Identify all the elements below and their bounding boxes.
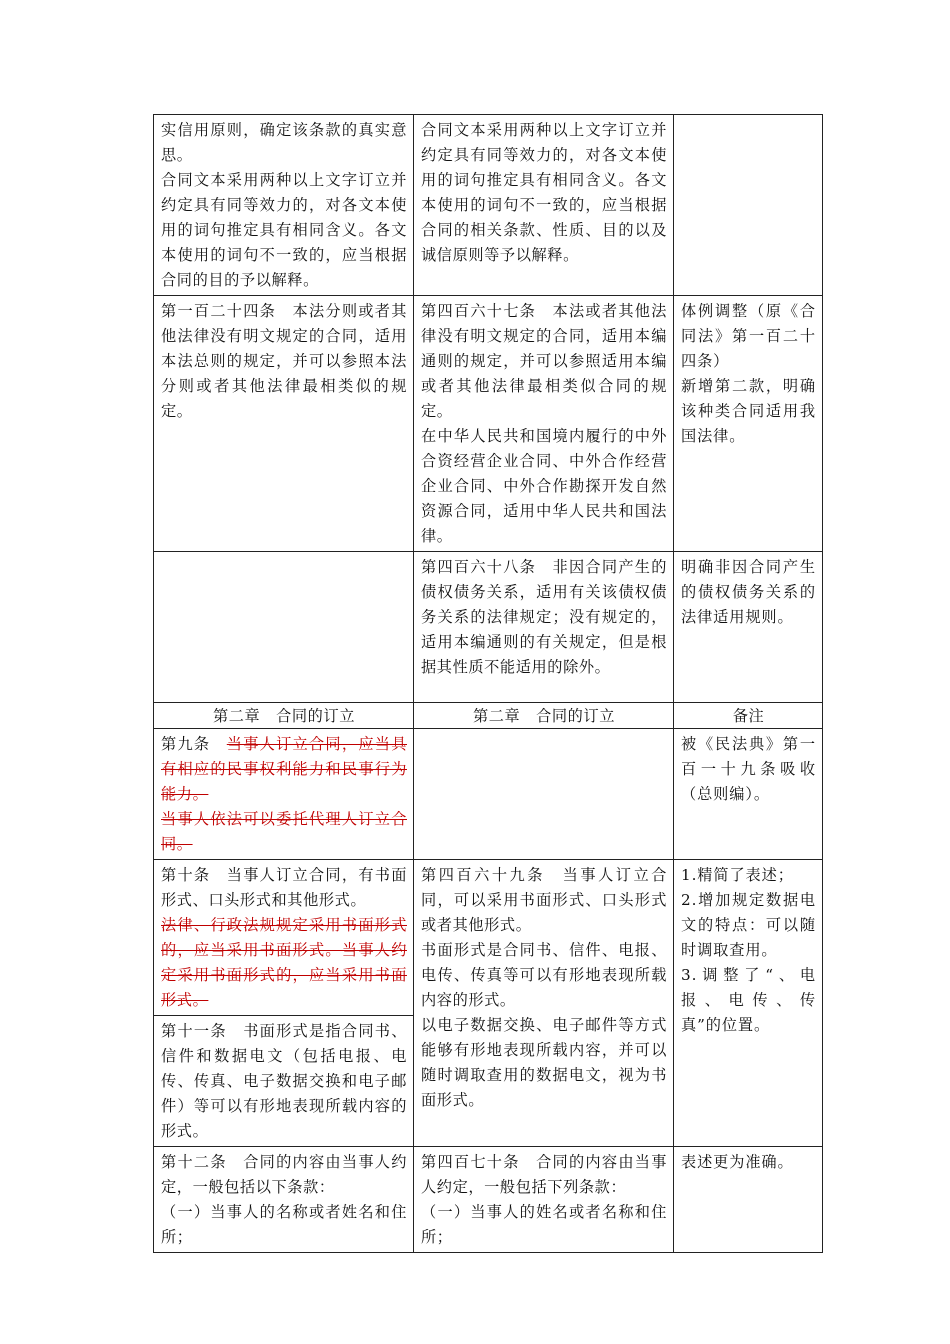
paragraph: 第一百二十四条 本法分则或者其他法律没有明文规定的合同，适用本法总则的规定，并可以参照本法分则或者其他法律最相类似的规定。 — [161, 302, 407, 420]
table-row — [154, 115, 823, 296]
paragraph: 第四百六十七条 本法或者其他法律没有明文规定的合同，适用本编通则的规定，并可以参照适用本编或者其他法律最相类似合同的规定。 — [421, 302, 667, 420]
new-text-cell — [414, 860, 674, 1147]
paragraph: 第四百六十八条 非因合同产生的债权债务关系，适用有关该债权债务关系的法律规定；没有规定的，适用本编通则的有关规定，但是根据其性质不能适用的除外。 — [421, 558, 667, 676]
paragraph: 第四百七十条 合同的内容由当事人约定，一般包括下列条款： — [421, 1153, 667, 1196]
new-text-cell — [414, 296, 674, 552]
note-cell — [674, 296, 823, 552]
table-row — [154, 1147, 823, 1253]
paragraph: 第四百六十九条 当事人订立合同，可以采用书面形式、口头形式或者其他形式。 — [421, 866, 667, 934]
paragraph: 合同文本采用两种以上文字订立并约定具有同等效力的，对各文本使用的词句推定具有相同含义。各文本使用的词句不一致的，应当根据合同的相关条款、性质、目的以及诚信原则等予以解释。 — [421, 121, 667, 264]
old-text-cell — [154, 552, 414, 703]
new-text-cell — [414, 552, 674, 703]
paragraph: 被《民法典》第一百一十九条吸收（总则编）。 — [681, 735, 816, 803]
paragraph: 实信用原则，确定该条款的真实意思。 — [161, 121, 407, 164]
paragraph: 2.增加规定数据电文的特点：可以随时调取查用。 — [681, 891, 816, 959]
deleted-text: 当事人订立合同，应当具有相应的民事权利能力和民事行为能力。 — [161, 735, 407, 803]
note-cell — [674, 860, 823, 1147]
table-row — [154, 296, 823, 552]
table-row — [154, 552, 823, 703]
paragraph: 第十条 当事人订立合同，有书面形式、口头形式和其他形式。 — [161, 866, 407, 909]
table-row — [154, 860, 823, 1016]
paragraph: 第十二条 合同的内容由当事人约定，一般包括以下条款： — [161, 1153, 407, 1196]
chapter-title-old: 第二章 合同的订立 — [154, 703, 414, 729]
new-text-cell — [414, 1147, 674, 1253]
old-text-cell — [154, 729, 414, 860]
chapter-title-new: 第二章 合同的订立 — [414, 703, 674, 729]
new-text-cell — [414, 115, 674, 296]
paragraph: 明确非因合同产生的债权债务关系的法律适用规则。 — [681, 558, 816, 626]
note-cell — [674, 1147, 823, 1253]
comparison-table — [153, 114, 823, 1253]
old-text-cell — [154, 296, 414, 552]
deleted-text: 当事人依法可以委托代理人订立合同。 — [161, 810, 407, 853]
paragraph: 第十一条 书面形式是指合同书、信件和数据电文（包括电报、电传、传真、电子数据交换和电子邮件）等可以有形地表现所载内容的形式。 — [161, 1022, 407, 1140]
chapter-header-row — [154, 703, 823, 729]
table-row — [154, 729, 823, 860]
old-text-cell — [154, 115, 414, 296]
paragraph: 新增第二款，明确该种类合同适用我国法律。 — [681, 377, 816, 445]
old-text-cell — [154, 1016, 414, 1147]
paragraph — [161, 732, 407, 807]
paragraph: 表述更为准确。 — [681, 1153, 794, 1171]
old-text-cell — [154, 860, 414, 1016]
note-header: 备注 — [674, 703, 823, 729]
new-text-cell — [414, 729, 674, 860]
paragraph: （一）当事人的名称或者姓名和住所； — [161, 1203, 407, 1246]
note-cell — [674, 729, 823, 860]
deleted-text: 法律、行政法规规定采用书面形式的，应当采用书面形式。当事人约定采用书面形式的，应当采用书面形式。 — [161, 916, 407, 1009]
paragraph: 合同文本采用两种以上文字订立并约定具有同等效力的，对各文本使用的词句推定具有相同含义。各文本使用的词句不一致的，应当根据合同的目的予以解释。 — [161, 171, 407, 289]
paragraph: （一）当事人的姓名或者名称和住所； — [421, 1203, 667, 1246]
article-number: 第九条 — [161, 735, 227, 753]
old-text-cell — [154, 1147, 414, 1253]
paragraph: 在中华人民共和国境内履行的中外合资经营企业合同、中外合作经营企业合同、中外合作勘探开发自然资源合同，适用中华人民共和国法律。 — [421, 427, 667, 545]
paragraph: 以电子数据交换、电子邮件等方式能够有形地表现所载内容，并可以随时调取查用的数据电文，视为书面形式。 — [421, 1016, 667, 1109]
paragraph: 体例调整（原《合同法》第一百二十四条） — [681, 302, 816, 370]
paragraph: 3.调整了“、电报、电传、传真”的位置。 — [681, 966, 816, 1034]
note-cell — [674, 552, 823, 703]
paragraph: 1.精简了表述； — [681, 866, 794, 884]
paragraph: 书面形式是合同书、信件、电报、电传、传真等可以有形地表现所载内容的形式。 — [421, 941, 667, 1009]
note-cell — [674, 115, 823, 296]
